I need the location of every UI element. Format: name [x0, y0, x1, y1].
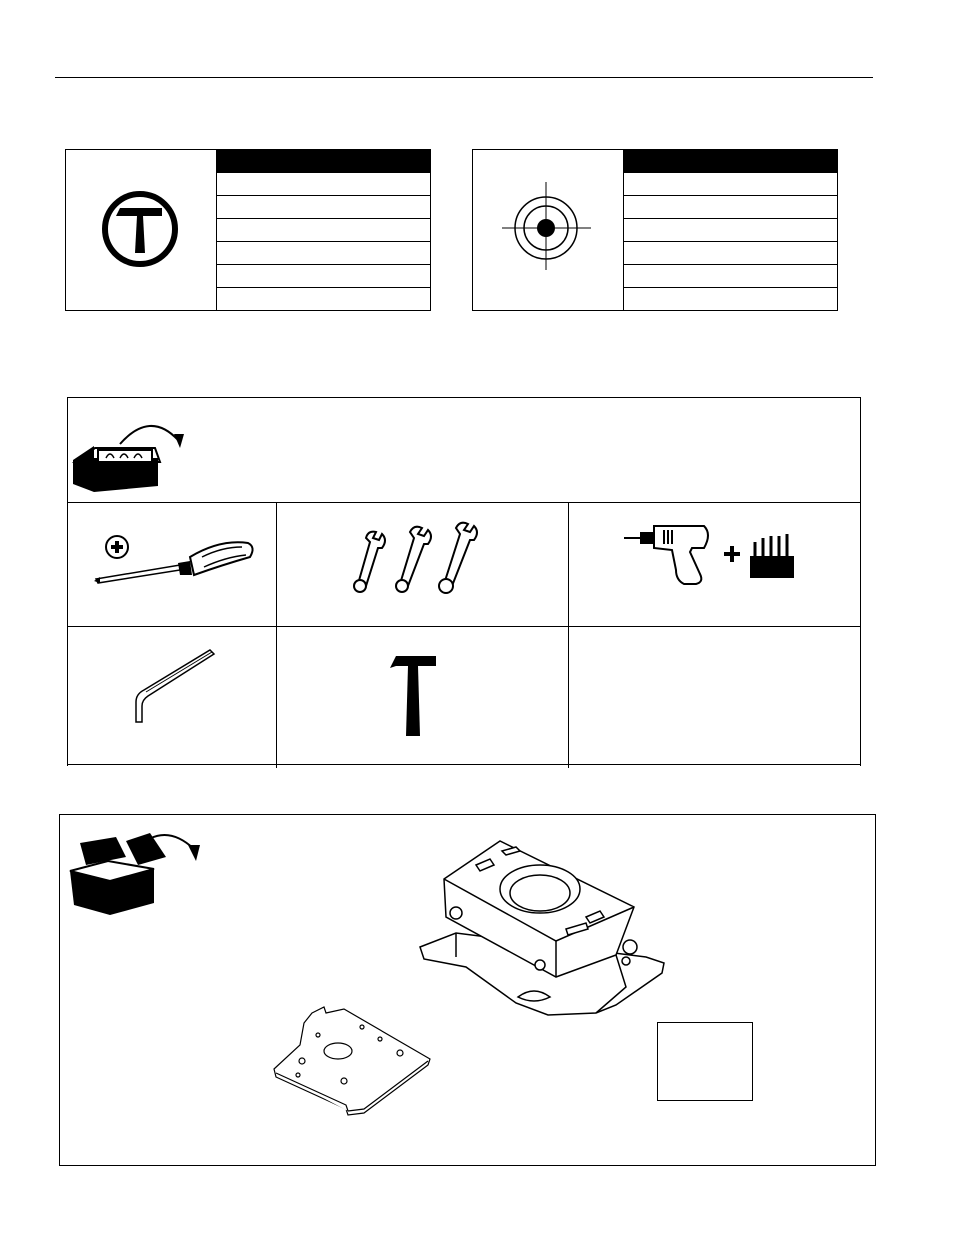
- toolbox-icon: [70, 412, 190, 496]
- table-divider: [68, 502, 860, 503]
- legend-icon-cell: [473, 150, 624, 310]
- ceiling-mount-adapter-icon: [416, 837, 672, 1027]
- table-divider: [276, 502, 277, 768]
- legend-row: [624, 264, 837, 287]
- table-divider: [68, 764, 860, 765]
- parts-supplied-box: [59, 814, 876, 1166]
- mounting-plate-icon: [272, 1005, 438, 1121]
- open-box-icon: [64, 821, 200, 917]
- legend-row: [624, 195, 837, 218]
- tools-required-table: [67, 397, 861, 766]
- legend-row: [624, 241, 837, 264]
- legend-icon-cell: [66, 150, 217, 310]
- legend-row: [217, 264, 430, 287]
- allen-wrench-icon: [128, 644, 218, 730]
- legend-table-right: [472, 149, 838, 311]
- hammer-icon: [390, 652, 440, 738]
- hardware-bag-icon: [657, 1022, 753, 1101]
- header-rule: [55, 77, 873, 78]
- table-divider: [568, 502, 569, 768]
- hammer-circle-icon: [66, 150, 217, 310]
- drill-and-bits-icon: [620, 518, 810, 590]
- wrenches-icon: [346, 520, 486, 596]
- legend-row: [217, 195, 430, 218]
- legend-row: [624, 172, 837, 195]
- legend-row: [624, 218, 837, 241]
- legend-table-left: [65, 149, 431, 311]
- legend-header: [624, 150, 837, 172]
- legend-row: [624, 287, 837, 309]
- legend-row: [217, 287, 430, 309]
- phillips-screwdriver-icon: [90, 533, 260, 593]
- table-divider: [68, 626, 860, 627]
- legend-row: [217, 241, 430, 264]
- legend-header: [217, 150, 430, 172]
- legend-row: [217, 172, 430, 195]
- target-crosshair-icon: [473, 150, 624, 310]
- legend-row: [217, 218, 430, 241]
